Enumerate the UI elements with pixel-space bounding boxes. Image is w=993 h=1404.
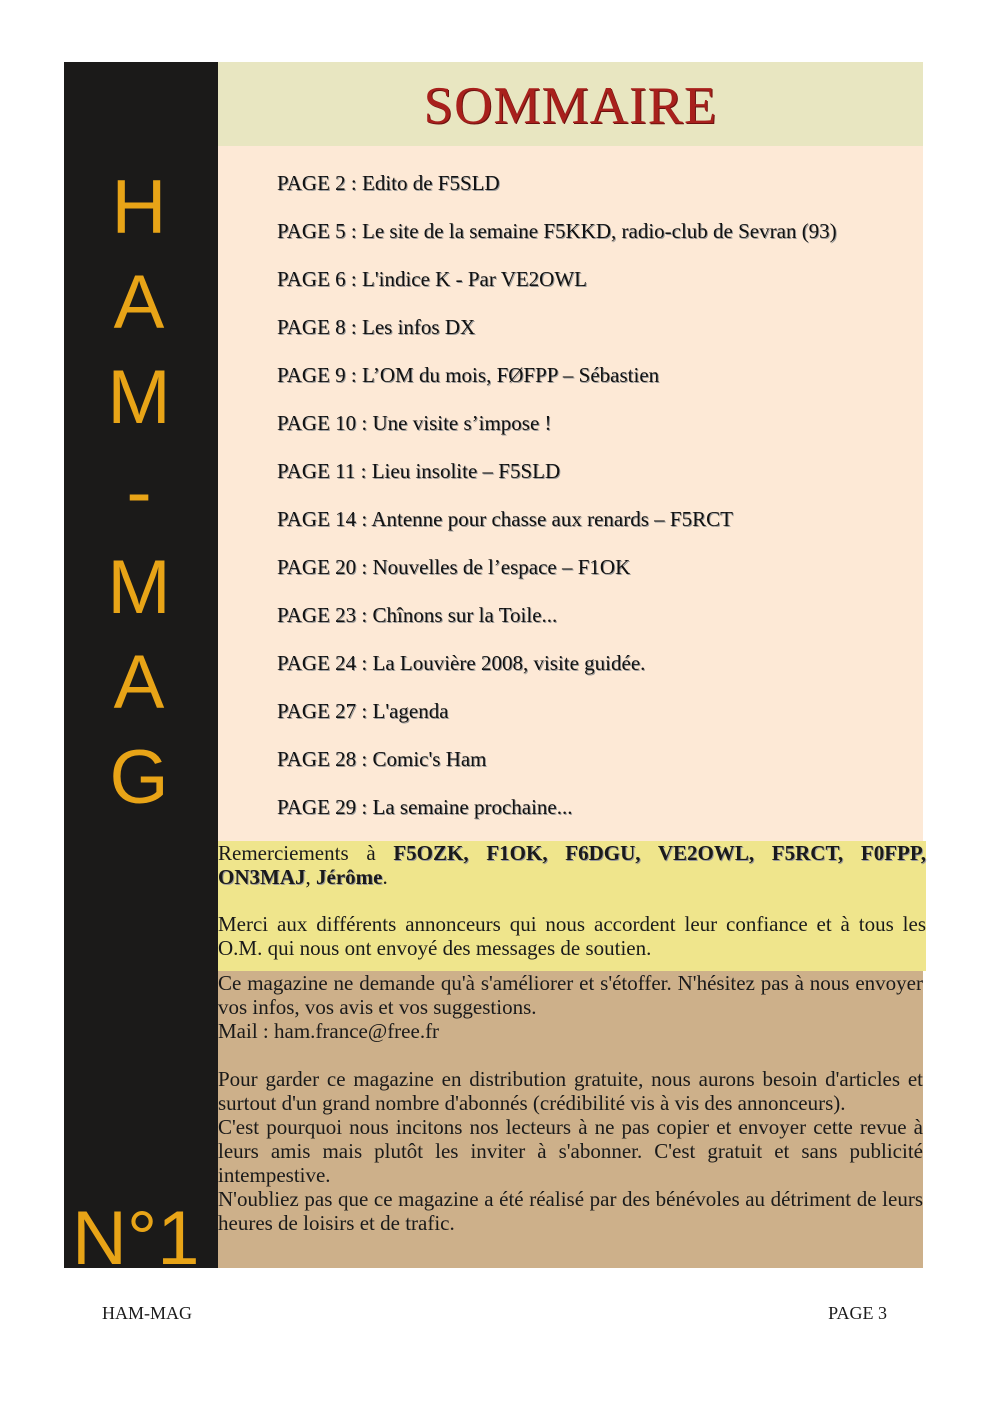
vertical-title-letter: M [107,355,171,440]
info-paragraph: C'est pourquoi nous incitons nos lecteurs à ne pas copier et envoyer cette revue à leurs amis mais plutôt les inviter à s'abonner. C'est gratuit et sans publicité intempestive. [218,1115,923,1187]
thanks-prefix: Remerciements à [218,841,394,865]
vertical-title-letter: A [113,640,165,725]
info-paragraph: N'oubliez pas que ce magazine a été réalisé par des bénévoles au détriment de leurs heures de loisirs et de trafic. [218,1187,923,1235]
vertical-title-letter: H [111,165,167,250]
merci-paragraph: Merci aux différents annonceurs qui nous accordent leur confiance et à tous les O.M. qui nous ont envoyé des messages de soutien. [218,912,926,960]
info-paragraph: Ce magazine ne demande qu'à s'améliorer et s'étoffer. N'hésitez pas à nous envoyer vos infos, vos avis et vos suggestions. [218,971,923,1019]
magazine-vertical-title [62,160,216,825]
vertical-title-letter: M [107,545,171,630]
toc-item: PAGE 5 : Le site de la semaine F5KKD, radio-club de Sevran (93) [277,219,837,243]
toc-item: PAGE 14 : Antenne pour chasse aux renards – F5RCT [277,507,733,531]
toc-item: PAGE 2 : Edito de F5SLD [277,171,500,195]
thanks-end: . [382,865,388,889]
toc-item: PAGE 9 : L’OM du mois, FØFPP – Sébastien [277,363,660,387]
issue-number: N°1 [72,1196,200,1281]
thanks-names: F5OZK, F1OK, F6DGU, VE2OWL, F5RCT, F0FPP, ON3MAJ [218,841,927,889]
thanks-last-name: Jérôme [316,865,383,889]
footer-page-number: PAGE 3 [828,1303,887,1323]
info-paragraph: Pour garder ce magazine en distribution gratuite, nous aurons besoin d'articles et surtout d'un grand nombre d'abonnés (crédibilité vis à vis des annonceurs). [218,1067,923,1115]
toc-item: PAGE 23 : Chînons sur la Toile... [277,603,558,627]
toc-item: PAGE 6 : L'indice K - Par VE2OWL [277,267,587,291]
sidebar [64,62,218,1281]
thanks-box [218,841,926,971]
vertical-title-letter: - [126,450,152,535]
toc-item: PAGE 29 : La semaine prochaine... [277,795,573,819]
toc-item: PAGE 11 : Lieu insolite – F5SLD [277,459,561,483]
info-box [218,971,923,1268]
toc-item: PAGE 28 : Comic's Ham [277,747,487,771]
page-title: SOMMAIRE [423,77,718,135]
table-of-contents [218,146,923,841]
toc-item: PAGE 24 : La Louvière 2008, visite guidée. [277,651,646,675]
footer-magazine-name: HAM-MAG [102,1303,192,1323]
thanks-paragraph [218,841,926,889]
vertical-title-letter: G [109,735,169,820]
vertical-title-letter: A [113,260,165,345]
toc-item: PAGE 27 : L'agenda [277,699,449,723]
thanks-separator: , [305,865,316,889]
title-band [218,62,923,146]
toc-item: PAGE 10 : Une visite s’impose ! [277,411,552,435]
toc-item: PAGE 8 : Les infos DX [277,315,476,339]
toc-item: PAGE 20 : Nouvelles de l’espace – F1OK [277,555,631,579]
contact-mail: Mail : ham.france@free.fr [218,1019,440,1043]
